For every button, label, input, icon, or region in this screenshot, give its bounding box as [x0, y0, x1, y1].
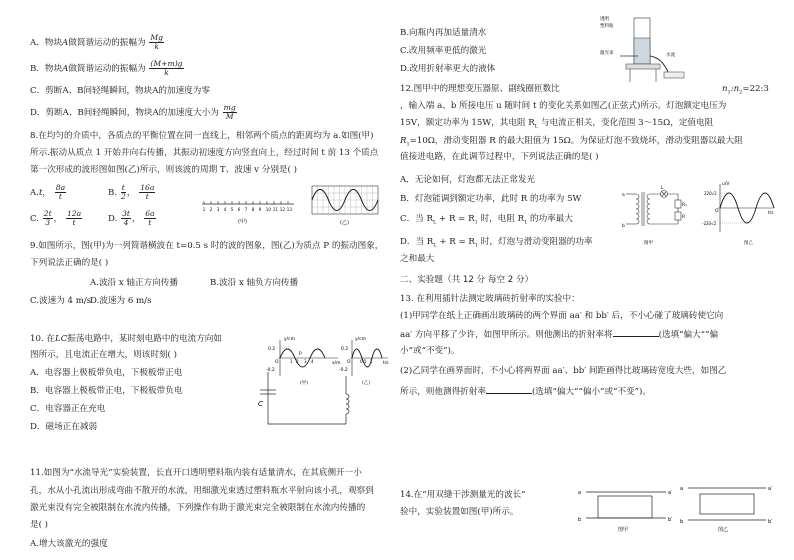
- q10-line2: 图所示，且电流正在增大，则该时刻( ): [30, 350, 177, 360]
- q10-g1-x-label: x/m: [332, 361, 341, 366]
- q12-option-a[interactable]: A．无论如何，灯泡都无法正常发光: [400, 175, 536, 185]
- q12-r-label: R: [682, 215, 686, 220]
- q10-option-c[interactable]: C．电容器正在充电: [30, 404, 106, 414]
- q12-line4: $R_1=10\Omega$，滑动变阻器 R 的最大阻值为 15Ω。为保证灯泡不致烧坏，滑动变阻器以最大阻: [400, 136, 743, 148]
- q12-option-d[interactable]: D．当 $R_L + R = R_1$ 时，灯泡与滑动变阻器的功率: [400, 237, 593, 249]
- q10-g1-bot: -0.2: [266, 368, 275, 373]
- q8-option-c[interactable]: C. $\frac{2t}{3}$ ， $\frac{12a}{t}$: [30, 209, 82, 227]
- q10-wave-graphs: [258, 336, 389, 426]
- q8-c-label: C.: [30, 213, 40, 224]
- q10-g2-top: 0.2: [341, 347, 349, 352]
- q11-option-a[interactable]: A.增大该激光的强度: [30, 539, 108, 549]
- q14-fig-a-caption: 图甲: [618, 527, 629, 533]
- q8-particle-label: 9: [258, 207, 262, 212]
- q10-option-d[interactable]: D．磁场正在减弱: [30, 422, 98, 432]
- section-title-experiments: 二、实验题（共 12 分 每空 2 分）: [400, 275, 534, 285]
- q8-option-b[interactable]: B. $\frac{t}{2}$ ， $\frac{16a}{t}$: [108, 183, 155, 201]
- q10-g1-point-p: P: [299, 352, 302, 357]
- q7-b-text2: 做简谐运动的振幅为: [68, 63, 146, 74]
- q11-label-bottle: 透明: [600, 17, 609, 22]
- q8-b-frac2: $\frac{16a}{t}$: [140, 183, 155, 201]
- q10-g2-bot: -0.2: [339, 368, 348, 373]
- q12-transformer-circuit: [626, 191, 681, 227]
- q10-g1-top: 0.2: [268, 347, 276, 352]
- q8-line2: 所示.振动从质点 1 开始并向右传播，其振动初速度方向竖直向上，经过时间 t 前 13 个质点: [30, 148, 379, 158]
- right-column: [400, 0, 776, 560]
- q8-d-label: D.: [108, 213, 118, 224]
- q7-b-fraction: $\frac{(M+m)g}{k}$: [150, 59, 183, 77]
- q10-lc-circuit: [260, 372, 349, 424]
- q13-blank-2[interactable]: [486, 385, 532, 394]
- q14-fig-b-a-label: a: [680, 486, 684, 492]
- q7-option-d[interactable]: [30, 104, 238, 121]
- q8-tick-group: [203, 201, 293, 212]
- q14-line2: 验中，实验装置如图(甲)所示。: [400, 507, 519, 517]
- q12-line1: 12.图甲中的理想变压器原、副线圈匝数比: [400, 84, 560, 94]
- left-column: [30, 0, 389, 560]
- q12-option-d-cont: 之和最大: [400, 254, 435, 264]
- q8-particle-label: 8: [251, 207, 255, 212]
- q10-g1-tick4: 4: [311, 359, 314, 364]
- q7-option-a[interactable]: [30, 34, 165, 51]
- q10-g2-tick2: 1: [370, 359, 373, 364]
- q10-lc-var: LC: [55, 334, 68, 344]
- q12-option-b[interactable]: B．灯泡能调到额定功率，此时 R 的功率为 5W: [400, 194, 582, 204]
- q8-line3: 第一次形成的波形图如图(乙)所示，则该波的周期 T、波速 v 分别是( ): [30, 165, 297, 175]
- q12-line2: ，输入端 a、b 所接电压 u 随时间 t 的变化关系如图乙(正弦式)所示。灯泡额定电压为: [400, 101, 727, 111]
- q14-fig-b-b-label: b: [680, 519, 684, 525]
- q8-particle-label: 4: [223, 207, 227, 212]
- q8-option-d[interactable]: D. $\frac{3t}{4}$ ， $\frac{6a}{t}$: [108, 209, 155, 227]
- q13-line4: 小”或“不变”)。: [400, 346, 460, 356]
- q12-ratio: $n_1:n_2=22:3$: [722, 84, 769, 96]
- q8-particle-label: 13: [286, 207, 292, 212]
- q12-r1-label: R₁: [682, 203, 687, 208]
- q12-lamp-label: L: [661, 186, 664, 191]
- q11-water: [634, 38, 650, 64]
- q9-option-c[interactable]: C.波速为 4 m/s: [30, 296, 92, 306]
- q12-terminal-b: b: [622, 224, 625, 229]
- q8-fig2-caption: (乙): [340, 220, 349, 226]
- q8-particle-label: 1: [202, 207, 206, 212]
- q11-line2: 孔，水从小孔流出形成弯曲不散开的水流，用细激光束透过塑料瓶水平射向该小孔，观察到: [30, 486, 374, 496]
- q12-figures: [622, 180, 778, 250]
- q10-g1-tick2: 2: [296, 359, 299, 364]
- q7-b-var: A: [62, 63, 69, 74]
- q13-line2: (1)甲同学在纸上正确画出玻璃砖的两个界面 aa′ 和 bb′ 后，不小心碰了玻璃砖使它向: [400, 311, 724, 321]
- q14-fig-b-caption: 图乙: [718, 527, 729, 533]
- q10-g1-y-label: y/cm: [284, 337, 296, 342]
- q13-blank-1[interactable]: [613, 328, 659, 337]
- q8-particle-label: 7: [244, 207, 248, 212]
- q10-graph1: [266, 336, 341, 386]
- q11-label-laser: 激光束: [600, 51, 614, 56]
- q14-figures: [576, 478, 776, 548]
- q10-g1-origin: O: [275, 360, 279, 365]
- q10-g2-x-label: t/s: [383, 361, 389, 366]
- q9-line1: 9.如图所示，图(甲)为一列简谐横波在 t=0.5 s 时的波的图象，图(乙)为质点 P 的振动图象，: [30, 241, 384, 251]
- q9-option-b[interactable]: B.波沿 x 轴负方向传播: [210, 278, 299, 288]
- q13-line1: 13. 在利用插针法测定玻璃砖折射率的实验中：: [400, 294, 580, 304]
- q14-fig-b-b2-label: b′: [768, 519, 773, 525]
- q8-particle-label: 12: [279, 207, 285, 212]
- q10-option-a[interactable]: A．电容器上极板带负电，下极板带正电: [30, 368, 183, 378]
- q10-g2-tick1: 0.5: [360, 359, 367, 364]
- q8-particle-label: 5: [230, 207, 234, 212]
- q12-t-label: t/s: [768, 211, 774, 216]
- q10-g2-y-label: y/cm: [355, 337, 367, 342]
- q14-a-label: a: [578, 490, 582, 496]
- q7-option-b[interactable]: [30, 60, 185, 77]
- q8-d-frac2: $\frac{6a}{t}$: [145, 209, 155, 227]
- q10-g1-caption: (甲): [300, 381, 309, 386]
- q13-line5: (2)乙同学在画界面时，不小心将两界面 aa′、bb′ 间距画得比玻璃砖宽度大些，如图乙: [400, 366, 727, 376]
- q8-line1: 8.在均匀的介质中，各质点的平衡位置在同一直线上，相邻两个质点的距离均为 a.如图(甲): [30, 131, 374, 141]
- q11-apparatus-figure: [600, 14, 728, 90]
- q8-c-frac2: $\frac{12a}{t}$: [66, 209, 82, 227]
- q8-a-fraction: $\frac{8a}{t}$: [55, 183, 66, 201]
- q11-label-bottle2: 塑料瓶: [600, 24, 614, 29]
- q14-line1: 14.在“用双缝干涉测量光的波长”: [400, 490, 526, 500]
- q8-a-label: A.: [30, 187, 39, 198]
- q8-d-frac1: $\frac{3t}{4}$: [122, 209, 130, 227]
- q12-fig-b-caption: 图乙: [744, 241, 753, 246]
- q8-particles-figure: [200, 186, 300, 226]
- q8-particle-label: 10: [265, 207, 271, 212]
- q8-wave-figure: [312, 182, 382, 226]
- q10-g2-origin: O: [347, 360, 351, 365]
- q10-g2-caption: (乙): [362, 381, 371, 386]
- q9-line2: 下列说法正确的是( ): [30, 258, 109, 268]
- q12-line3: 15V，额定功率为 15W，其电阻 $R_L$ 与电流正相关，变化范围 3～15Ω，定值电阻: [400, 118, 714, 130]
- q12-terminal-a: a: [622, 193, 625, 198]
- q10-option-b[interactable]: B．电容器上极板带正电，下极板带负电: [30, 386, 183, 396]
- q9-option-a[interactable]: A.波沿 x 轴正方向传播: [90, 278, 178, 288]
- q7-b-text: B．物块: [30, 63, 63, 74]
- q8-particle-label: 3: [216, 207, 220, 212]
- q14-b2-label: b′: [668, 517, 673, 523]
- q8-particle-label: 2: [209, 207, 213, 212]
- q13-line3: aa′ 方向平移了少许，如图甲所示。则他测出的折射率将 (选填“偏大”“偏: [400, 330, 719, 340]
- q8-b-frac1: $\frac{t}{2}$: [120, 183, 126, 201]
- q8-a-t: t: [38, 187, 43, 198]
- q12-option-c[interactable]: C．当 $R_L + R = R_1$ 时，电阻 $R_1$ 的功率最大: [400, 214, 573, 226]
- q11-line3: 激光束没有完全被限制在水流内传播，下列操作有助于激光束完全被限制在水流内传播的: [30, 503, 366, 513]
- q12-fig-a-caption: 图甲: [644, 241, 653, 246]
- q8-particle-label: 11: [272, 207, 278, 212]
- q12-line5: 值接进电路，在此调节过程中，下列说法正确的是( ): [400, 152, 599, 162]
- q11-label-water: 水流: [666, 53, 675, 58]
- q8-particle-label: 6: [237, 207, 241, 212]
- q7-option-c[interactable]: C．剪断A、B间轻绳瞬间，物块A的加速度为零: [30, 86, 210, 96]
- q12-top-value: 220√2: [704, 191, 717, 196]
- q7-d-text: D．剪断A、B间轻绳瞬间，物块A的加速度大小为: [30, 107, 219, 118]
- q8-fig1-caption: (甲): [238, 219, 247, 225]
- q12-voltage-graph: [702, 181, 774, 246]
- q11-option-b[interactable]: B.向瓶内再加适量清水: [400, 28, 487, 38]
- q10-text-b: 振荡电路中，某时刻电路中的电流方向如: [67, 334, 222, 344]
- q11-option-c[interactable]: C.改用频率更低的激光: [400, 46, 487, 56]
- q14-fig-a: [578, 490, 673, 533]
- q14-fig-b: [680, 486, 773, 533]
- q7-a-fraction: $\frac{Mg}{k}$: [150, 33, 163, 51]
- q8-c-frac1: $\frac{2t}{3}$: [43, 209, 52, 227]
- q10-capacitor-label: C: [258, 400, 263, 408]
- q12-u-label: u/V: [722, 182, 730, 187]
- q11-line4: 是( ): [30, 520, 49, 530]
- q14-a2-label: a′: [668, 490, 673, 496]
- q10-g1-tick3: 3: [304, 359, 307, 364]
- q12-bot-value: -220√2: [702, 221, 717, 226]
- q8-option-a[interactable]: A.t， $\frac{8a}{t}$: [30, 183, 66, 201]
- q13-line6: 所示，则他测得折射率 (选填“偏大”“偏小”或“不变”)。: [400, 387, 651, 397]
- q14-b-label: b: [578, 517, 582, 523]
- q12-origin: O: [715, 209, 719, 214]
- q8-b-label: B.: [108, 187, 118, 198]
- q11-line1: 11.如图为“水流导光”实验装置，长直开口透明塑料瓶内装有适量清水，在其底侧开一小: [30, 468, 362, 478]
- q10-g1-tick1: 1: [290, 359, 293, 364]
- q7-a-var: A: [62, 37, 69, 48]
- q10-graph2: [339, 336, 389, 386]
- q7-d-fraction: $\frac{mg}{M}$: [223, 103, 236, 121]
- q10-line1: [30, 334, 222, 345]
- q9-option-d[interactable]: D.波速为 6 m/s: [90, 296, 152, 306]
- q11-option-d[interactable]: D.改用折射率更大的液体: [400, 64, 496, 74]
- q7-a-text2: 做简谐运动的振幅为: [68, 37, 146, 48]
- q10-text-a: 10. 在: [30, 334, 55, 344]
- q14-fig-b-a2-label: a′: [768, 486, 773, 492]
- q7-a-text: A．物块: [30, 37, 62, 48]
